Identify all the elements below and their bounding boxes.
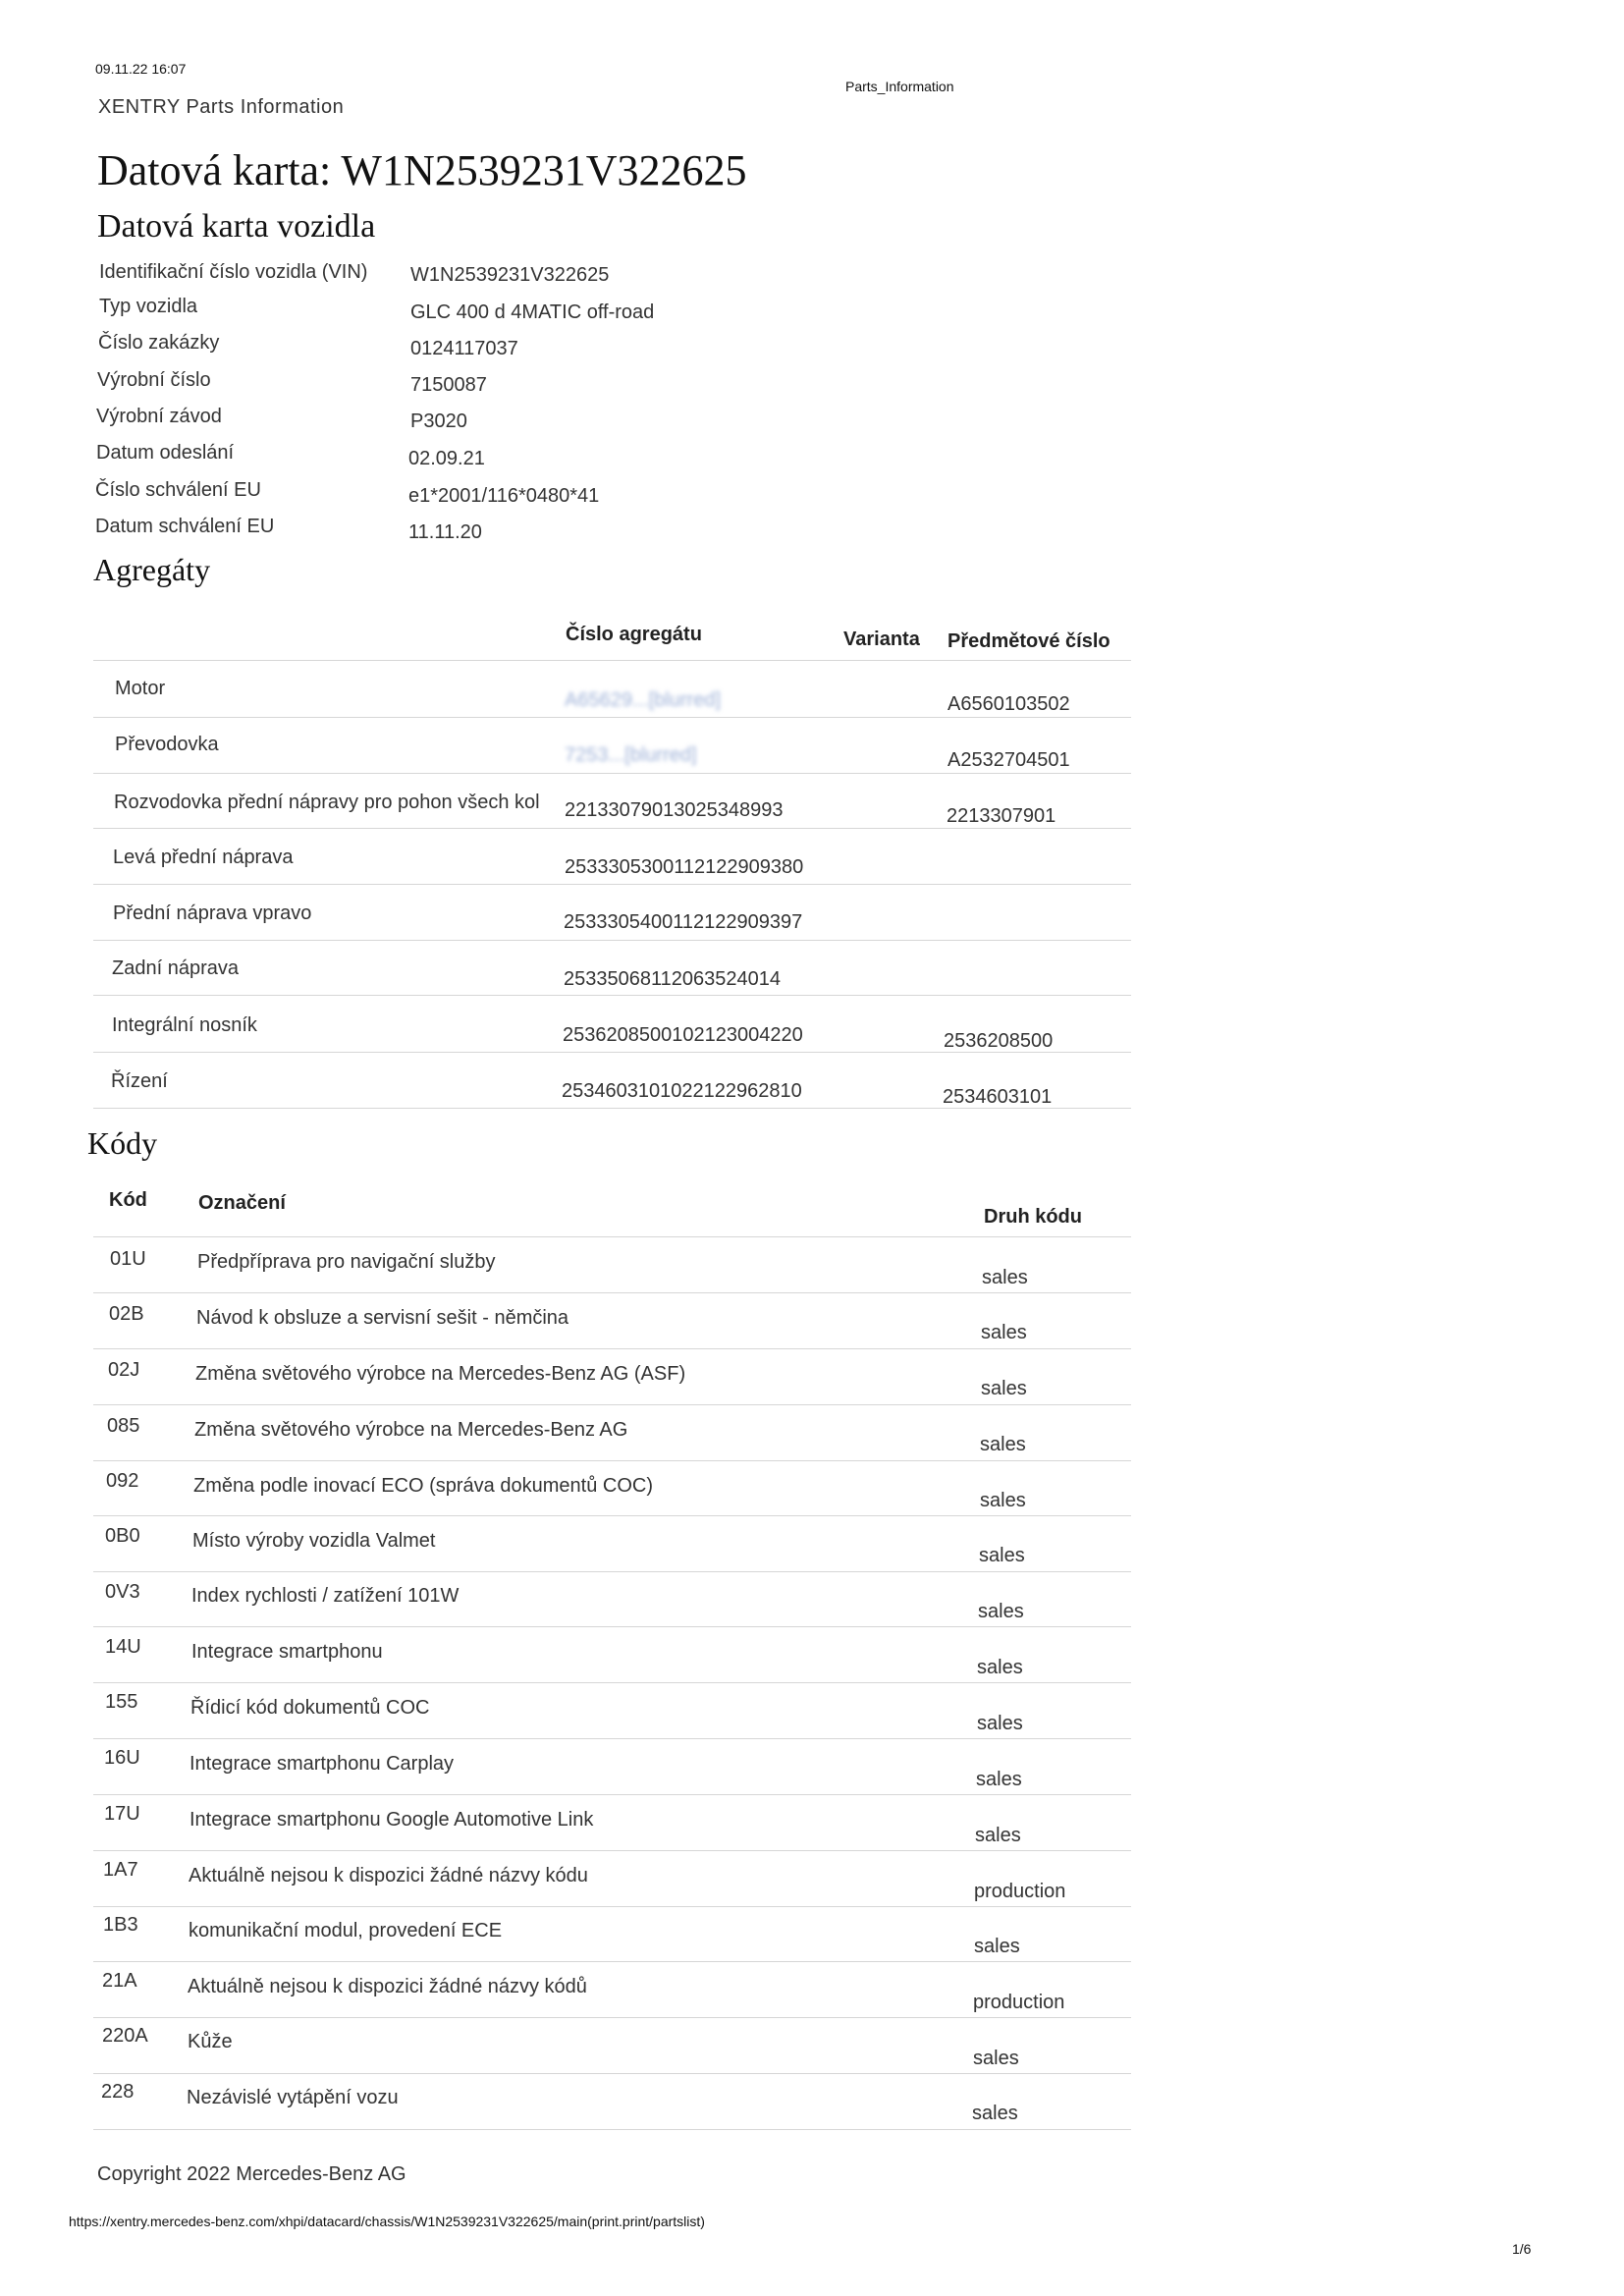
code-type: sales [982,1267,1028,1288]
code-description: Změna podle inovací ECO (správa dokumentů COC) [193,1475,653,1497]
code-description: Návod k obsluze a servisní sešit - němčina [196,1307,569,1329]
code-value: 02B [109,1303,144,1325]
code-description: Místo výroby vozidla Valmet [192,1530,436,1552]
code-description: Aktuálně nejsou k dispozici žádné názvy kódů [188,1976,587,1997]
aggregate-name: Zadní náprava [112,957,239,979]
code-type: sales [976,1769,1022,1790]
aggregate-number: 25333054001121229093​97 [564,911,803,933]
code-value: 0V3 [105,1581,140,1603]
column-header-variant: Varianta [843,629,920,650]
code-description: komunikační modul, provedení ECE [189,1920,503,1941]
page-title-right: Parts_Information [845,79,954,94]
code-value: 1B3 [103,1914,138,1936]
code-type: sales [981,1378,1027,1399]
vehicle-card-heading: Datová karta vozidla [97,208,376,245]
page-title: Datová karta: W1N2539231V322625 [97,146,747,194]
code-type: sales [972,2103,1018,2124]
eu-approval-number-label: Číslo schválení EU [95,479,261,501]
page-number: 1/6 [1512,2241,1532,2257]
aggregate-name: Řízení [111,1070,168,1092]
column-header-description: Označení [198,1192,286,1214]
vin-value: W1N2539231V322625 [410,264,610,286]
aggregate-name: Převodovka [115,734,219,755]
code-value: 02J [108,1359,140,1381]
eu-approval-number-value: e1*2001/116*0480*41 [408,485,600,507]
column-header-aggregate-number: Číslo agregátu [566,624,702,645]
code-value: 14U [105,1636,141,1658]
eu-approval-date-value: 11.11.20 [408,521,482,543]
aggregate-number: 22133079013025348993 [565,799,784,821]
aggregate-number: 25362085001021230042​20 [563,1024,803,1046]
eu-approval-date-label: Datum schválení EU [95,516,275,537]
code-description: Řídicí kód dokumentů COC [190,1697,430,1719]
aggregate-number: A65629...[blurred] [565,689,721,711]
aggregate-subject-number: 2213307901 [947,805,1056,827]
code-value: 21A [102,1970,137,1992]
code-description: Integrace smartphonu [191,1641,383,1663]
code-description: Změna světového výrobce na Mercedes-Benz AG [194,1419,628,1441]
aggregate-number: 7253...[blurred] [565,744,697,766]
code-type: sales [977,1713,1023,1734]
aggregate-subject-number: A6560103502 [947,693,1070,715]
code-value: 085 [107,1415,140,1437]
code-value: 17U [104,1803,140,1825]
aggregate-name: Rozvodovka přední nápravy pro pohon všech kol [114,792,540,813]
column-header-code-type: Druh kódu [984,1206,1082,1228]
code-type: sales [977,1657,1023,1678]
code-type: sales [981,1322,1027,1343]
vehicle-type-value: GLC 400 d 4MATIC off-road [410,301,655,323]
aggregate-name: Levá přední náprava [113,847,294,868]
code-type: sales [978,1601,1024,1622]
aggregates-heading: Agregáty [93,552,211,587]
order-number-label: Číslo zakázky [98,332,220,354]
aggregate-name: Motor [115,678,166,699]
order-number-value: 0124117037 [410,338,518,359]
ship-date-value: 02.09.21 [408,448,485,469]
code-description: Index rychlosti / zatížení 101W [191,1585,460,1607]
print-timestamp: 09.11.22 16:07 [95,61,187,77]
code-value: 1A7 [103,1859,138,1881]
code-type: sales [979,1545,1025,1566]
code-type: production [973,1992,1065,2013]
plant-label: Výrobní závod [96,406,222,427]
plant-value: P3020 [410,410,467,432]
code-description: Integrace smartphonu Google Automotive Link [189,1809,594,1831]
code-type: production [974,1881,1066,1902]
code-description: Aktuálně nejsou k dispozici žádné názvy kódu [189,1865,588,1886]
code-type: sales [974,1936,1020,1957]
code-value: 01U [110,1248,146,1270]
code-value: 16U [104,1747,140,1769]
aggregate-name: Přední náprava vpravo [113,902,312,924]
ship-date-label: Datum odeslání [96,442,235,464]
code-description: Změna světového výrobce na Mercedes-Benz AG (ASF) [195,1363,686,1385]
aggregate-subject-number: 2536208500 [944,1030,1054,1052]
aggregate-name: Integrální nosník [112,1014,257,1036]
aggregate-number: 25333053001121229093​80 [565,856,804,878]
column-header-code: Kód [109,1189,147,1211]
aggregate-subject-number: 2534603101 [943,1086,1053,1108]
code-value: 228 [101,2081,135,2103]
column-header-subject-number: Předmětové číslo [947,630,1110,652]
code-value: 092 [106,1470,139,1492]
code-description: Předpříprava pro navigační služby [197,1251,496,1273]
production-number-value: 7150087 [410,374,487,396]
vehicle-type-label: Typ vozidla [99,296,198,317]
code-description: Integrace smartphonu Carplay [189,1753,455,1775]
code-description: Kůže [188,2031,233,2052]
codes-heading: Kódy [87,1125,158,1161]
copyright: Copyright 2022 Mercedes-Benz AG [97,2163,406,2185]
production-number-label: Výrobní číslo [97,369,211,391]
code-value: 155 [105,1691,138,1713]
code-value: 220A [102,2025,148,2047]
code-type: sales [980,1490,1026,1511]
aggregate-subject-number: A2532704501 [947,749,1070,771]
vin-label: Identifikační číslo vozidla (VIN) [99,261,368,283]
code-type: sales [975,1825,1021,1846]
code-value: 0B0 [105,1525,140,1547]
aggregate-number: 25335068112063524014 [564,968,781,990]
source-url: https://xentry.mercedes-benz.com/xhpi/datacard/chassis/W1N2539231V322625/main(print.print/partslist) [69,2214,705,2229]
aggregate-number: 25346031010221229628​10 [562,1080,802,1102]
code-description: Nezávislé vytápění vozu [187,2087,399,2108]
app-name: XENTRY Parts Information [98,96,345,118]
code-type: sales [980,1434,1026,1455]
code-type: sales [973,2048,1019,2069]
